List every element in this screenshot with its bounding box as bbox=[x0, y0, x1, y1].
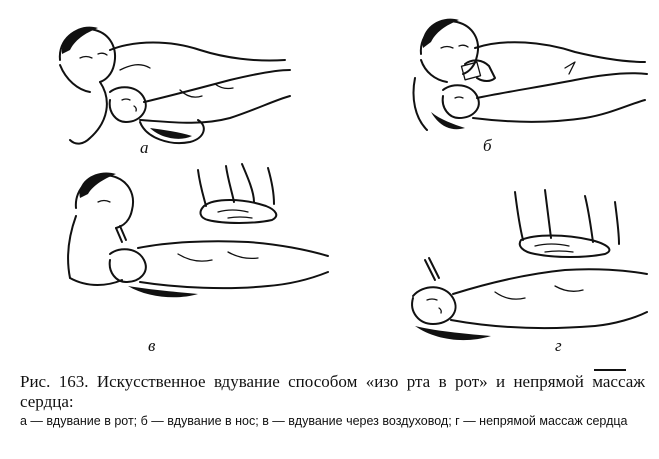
airway-tube-drawing bbox=[28, 158, 338, 358]
illustration-panel-g bbox=[395, 188, 650, 358]
mouth-to-mouth-drawing bbox=[40, 10, 300, 160]
illustration-panel-v bbox=[28, 158, 338, 358]
illustration-panel-b bbox=[395, 8, 650, 158]
figure-caption-text: Искусственное вдувание способом «изо рта в рот» и непрямой массаж сердца: bbox=[20, 372, 645, 411]
mouth-to-nose-drawing bbox=[395, 8, 650, 158]
figure-caption bbox=[20, 372, 645, 412]
panel-label-b: б bbox=[483, 136, 492, 155]
panel-label-v: в bbox=[148, 336, 156, 355]
chest-compression-drawing bbox=[395, 188, 650, 358]
panel-label-a: а bbox=[140, 138, 149, 157]
caption-overline bbox=[594, 369, 626, 371]
panel-label-g: г bbox=[555, 336, 562, 355]
figure-number: Рис. 163. bbox=[20, 372, 89, 391]
figure-legend: а — вдувание в рот; б — вдувание в нос; в — вдувание через воздуховод; г — непрямой массаж сердца bbox=[20, 414, 628, 428]
illustration-panel-a bbox=[40, 10, 300, 160]
